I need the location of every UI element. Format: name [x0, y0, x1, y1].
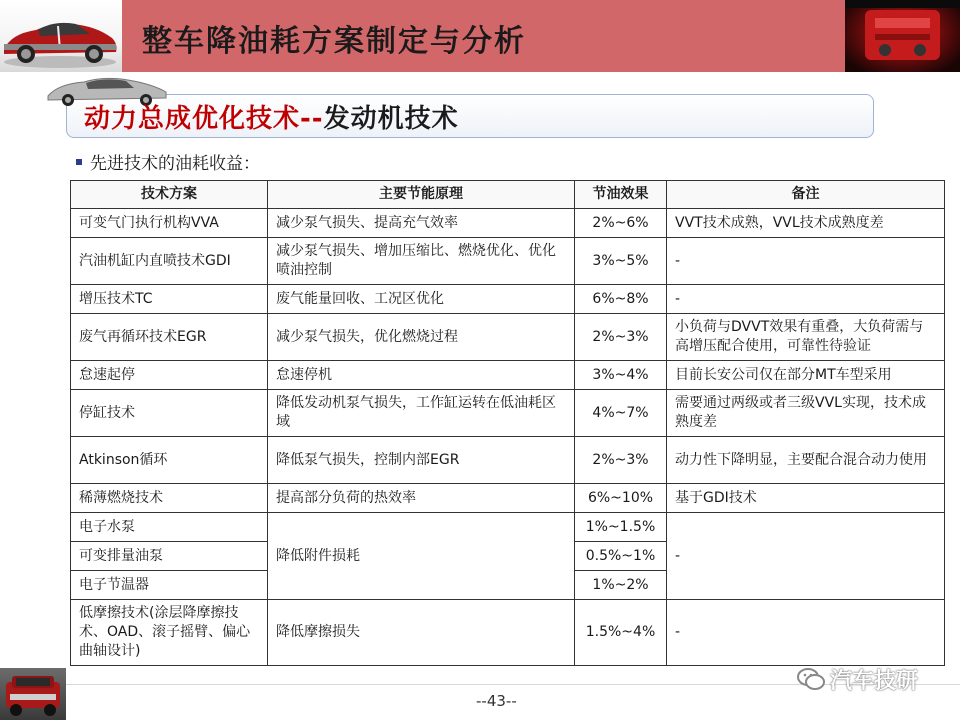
cell-tech: Atkinson循环 [71, 437, 268, 484]
table-row [71, 238, 945, 285]
cell-effect: 2%~3% [575, 314, 667, 361]
watermark [796, 664, 918, 698]
cell-tech: 停缸技术 [71, 390, 268, 437]
cell-principle: 提高部分负荷的热效率 [268, 484, 575, 513]
table-row [71, 513, 945, 542]
red-sports-car-image [0, 0, 122, 72]
table-row [71, 390, 945, 437]
bullet-text: 先进技术的油耗收益： [90, 154, 260, 174]
cell-principle: 怠速停机 [268, 361, 575, 390]
cell-note: - [667, 238, 945, 285]
header-tech: 技术方案 [71, 181, 268, 209]
cell-effect: 6%~10% [575, 484, 667, 513]
page-title: 整车降油耗方案制定与分析 [142, 24, 526, 59]
bullet-square-icon [76, 159, 82, 165]
table-header-row [71, 181, 945, 209]
cell-principle: 减少泵气损失，优化燃烧过程 [268, 314, 575, 361]
cell-note: - [667, 285, 945, 314]
cell-effect: 3%~4% [575, 361, 667, 390]
cell-principle: 减少泵气损失、提高充气效率 [268, 209, 575, 238]
header-principle: 主要节能原理 [268, 181, 575, 209]
cell-note: VVT技术成熟，VVL技术成熟度差 [667, 209, 945, 238]
cell-principle: 降低发动机泵气损失，工作缸运转在低油耗区域 [268, 390, 575, 437]
header-note: 备注 [667, 181, 945, 209]
section-title [84, 98, 459, 135]
cell-note-merged: - [667, 513, 945, 600]
section-title-rest: 发动机技术 [323, 104, 459, 134]
cell-note: 小负荷与DVVT效果有重叠，大负荷需与高增压配合使用，可靠性待验证 [667, 314, 945, 361]
cell-effect: 3%~5% [575, 238, 667, 285]
cell-effect: 1%~1.5% [575, 513, 667, 542]
table-row [71, 314, 945, 361]
cell-effect: 4%~7% [575, 390, 667, 437]
cell-tech: 增压技术TC [71, 285, 268, 314]
cell-effect: 1%~2% [575, 571, 667, 600]
cell-tech: 电子水泵 [71, 513, 268, 542]
cell-tech: 可变气门执行机构VVA [71, 209, 268, 238]
engine-bay-image [845, 0, 960, 72]
table-row [71, 600, 945, 666]
cell-effect: 2%~6% [575, 209, 667, 238]
cell-principle: 废气能量回收、工况区优化 [268, 285, 575, 314]
section-title-main: 动力总成优化技术-- [84, 104, 324, 134]
cell-note: 目前长安公司仅在部分MT车型采用 [667, 361, 945, 390]
wechat-icon [796, 666, 826, 698]
page-number: --43-- [476, 692, 517, 710]
cell-tech: 怠速起停 [71, 361, 268, 390]
header-effect: 节油效果 [575, 181, 667, 209]
cell-principle: 降低泵气损失，控制内部EGR [268, 437, 575, 484]
cell-tech: 低摩擦技术(涂层降摩擦技术、OAD、滚子摇臂、偏心曲轴设计) [71, 600, 268, 666]
cell-tech: 可变排量油泵 [71, 542, 268, 571]
fuel-saving-table [70, 180, 945, 666]
table-row [71, 361, 945, 390]
watermark-text: 汽车技研 [830, 669, 919, 694]
cell-tech: 电子节温器 [71, 571, 268, 600]
cell-effect: 1.5%~4% [575, 600, 667, 666]
cell-effect: 6%~8% [575, 285, 667, 314]
cell-tech: 汽油机缸内直喷技术GDI [71, 238, 268, 285]
red-suv-image [0, 668, 66, 720]
cell-principle: 减少泵气损失、增加压缩比、燃烧优化、优化喷油控制 [268, 238, 575, 285]
cell-note: 基于GDI技术 [667, 484, 945, 513]
cell-tech: 废气再循环技术EGR [71, 314, 268, 361]
cell-principle-merged: 降低附件损耗 [268, 513, 575, 600]
table-row [71, 285, 945, 314]
table-row [71, 437, 945, 484]
bullet-heading [76, 149, 260, 174]
cell-principle: 降低摩擦损失 [268, 600, 575, 666]
cell-note: 需要通过两级或者三级VVL实现，技术成熟度差 [667, 390, 945, 437]
cell-effect: 0.5%~1% [575, 542, 667, 571]
table-row [71, 484, 945, 513]
cell-note: - [667, 600, 945, 666]
table-row [71, 209, 945, 238]
cell-note: 动力性下降明显，主要配合混合动力使用 [667, 437, 945, 484]
cell-effect: 2%~3% [575, 437, 667, 484]
cell-tech: 稀薄燃烧技术 [71, 484, 268, 513]
